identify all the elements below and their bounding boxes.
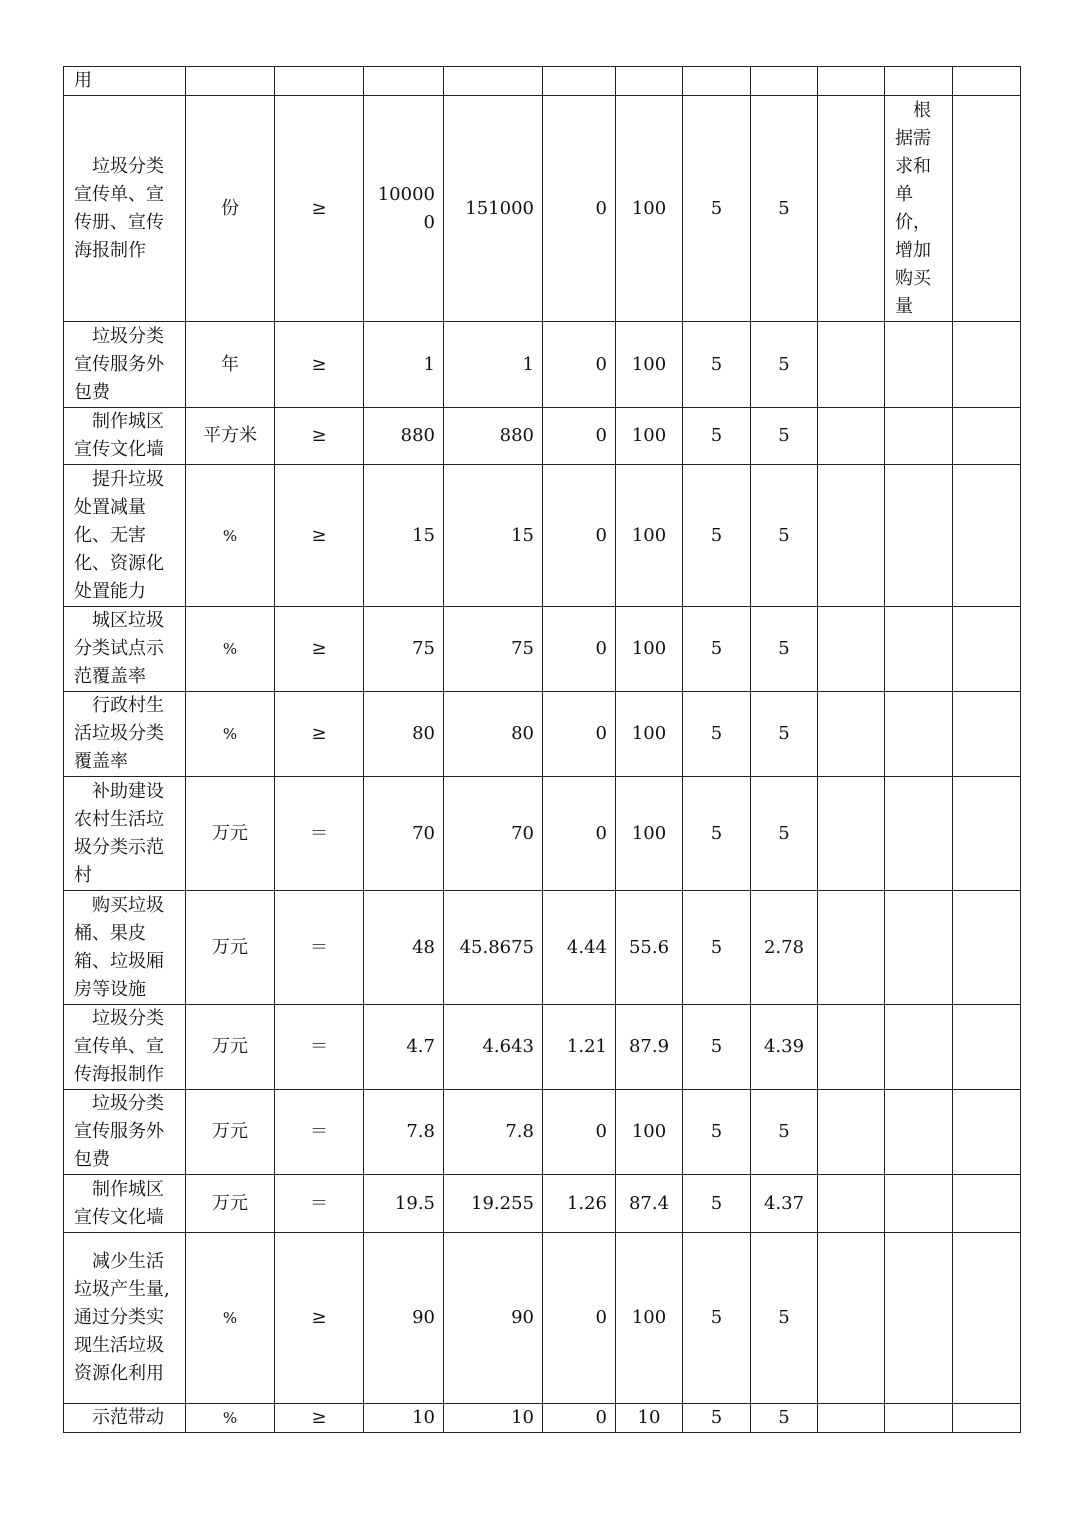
weight-cell: 5 bbox=[683, 1175, 751, 1233]
unit-cell: 份 bbox=[186, 96, 275, 322]
actual-value-cell: 75 bbox=[444, 607, 543, 692]
operator-cell: ≥ bbox=[275, 96, 364, 322]
target-value-cell: 75 bbox=[364, 607, 444, 692]
indicator-name-cell: 减少生活垃圾产生量,通过分类实现生活垃圾资源化利用 bbox=[64, 1233, 186, 1404]
empty-cell bbox=[953, 1175, 1021, 1233]
deviation-cell bbox=[543, 67, 616, 96]
indicator-name-cell: 提升垃圾处置减量化、无害化、资源化处置能力 bbox=[64, 465, 186, 607]
score-cell: 5 bbox=[751, 408, 818, 465]
unit-cell: 万元 bbox=[186, 1005, 275, 1090]
completion-rate-cell: 10 bbox=[616, 1404, 683, 1433]
empty-cell bbox=[953, 465, 1021, 607]
empty-cell bbox=[818, 67, 885, 96]
table-row bbox=[64, 1233, 1021, 1404]
score-cell: 5 bbox=[751, 322, 818, 408]
empty-cell bbox=[818, 1404, 885, 1433]
remark-cell bbox=[885, 67, 953, 96]
target-value-cell bbox=[364, 67, 444, 96]
remark-cell bbox=[885, 1090, 953, 1175]
score-cell: 2.78 bbox=[751, 891, 818, 1005]
table-row bbox=[64, 67, 1021, 96]
operator-cell: ≥ bbox=[275, 408, 364, 465]
operator-cell: ≥ bbox=[275, 607, 364, 692]
remark-cell bbox=[885, 1233, 953, 1404]
target-value-cell: 7.8 bbox=[364, 1090, 444, 1175]
actual-value-cell: 1 bbox=[444, 322, 543, 408]
indicator-name-cell: 垃圾分类宣传单、宣传册、宣传海报制作 bbox=[64, 96, 186, 322]
deviation-cell: 0 bbox=[543, 465, 616, 607]
target-value-cell: 19.5 bbox=[364, 1175, 444, 1233]
completion-rate-cell: 87.9 bbox=[616, 1005, 683, 1090]
actual-value-cell: 880 bbox=[444, 408, 543, 465]
weight-cell: 5 bbox=[683, 1005, 751, 1090]
remark-cell bbox=[885, 322, 953, 408]
empty-cell bbox=[818, 692, 885, 777]
actual-value-cell: 90 bbox=[444, 1233, 543, 1404]
table-row bbox=[64, 322, 1021, 408]
weight-cell: 5 bbox=[683, 1233, 751, 1404]
empty-cell bbox=[818, 1233, 885, 1404]
completion-rate-cell: 55.6 bbox=[616, 891, 683, 1005]
empty-cell bbox=[953, 1005, 1021, 1090]
target-value-cell: 90 bbox=[364, 1233, 444, 1404]
score-cell: 5 bbox=[751, 1090, 818, 1175]
operator-cell: ≥ bbox=[275, 322, 364, 408]
table-row bbox=[64, 465, 1021, 607]
operator-cell bbox=[275, 67, 364, 96]
table-row bbox=[64, 1404, 1021, 1433]
indicator-name-cell: 示范带动 bbox=[64, 1404, 186, 1433]
actual-value-cell: 4.643 bbox=[444, 1005, 543, 1090]
indicator-name-cell: 垃圾分类宣传服务外包费 bbox=[64, 322, 186, 408]
unit-cell: 年 bbox=[186, 322, 275, 408]
indicator-name-cell: 垃圾分类宣传服务外包费 bbox=[64, 1090, 186, 1175]
completion-rate-cell: 100 bbox=[616, 408, 683, 465]
weight-cell: 5 bbox=[683, 777, 751, 891]
table-row bbox=[64, 96, 1021, 322]
table-row bbox=[64, 607, 1021, 692]
performance-indicator-table bbox=[63, 66, 1021, 1433]
empty-cell bbox=[818, 1005, 885, 1090]
empty-cell bbox=[818, 465, 885, 607]
weight-cell: 5 bbox=[683, 692, 751, 777]
deviation-cell: 1.21 bbox=[543, 1005, 616, 1090]
weight-cell: 5 bbox=[683, 96, 751, 322]
unit-cell: 万元 bbox=[186, 1175, 275, 1233]
actual-value-cell: 70 bbox=[444, 777, 543, 891]
empty-cell bbox=[953, 408, 1021, 465]
indicator-name-cell: 制作城区宣传文化墙 bbox=[64, 1175, 186, 1233]
operator-cell: ≥ bbox=[275, 465, 364, 607]
unit-cell: 平方米 bbox=[186, 408, 275, 465]
completion-rate-cell: 100 bbox=[616, 1090, 683, 1175]
deviation-cell: 0 bbox=[543, 1404, 616, 1433]
target-value-cell: 10 bbox=[364, 1404, 444, 1433]
deviation-cell: 4.44 bbox=[543, 891, 616, 1005]
actual-value-cell: 45.8675 bbox=[444, 891, 543, 1005]
unit-cell: 万元 bbox=[186, 1090, 275, 1175]
deviation-cell: 0 bbox=[543, 1090, 616, 1175]
weight-cell: 5 bbox=[683, 408, 751, 465]
unit-cell: % bbox=[186, 1404, 275, 1433]
indicator-name-cell: 补助建设农村生活垃圾分类示范村 bbox=[64, 777, 186, 891]
unit-cell: % bbox=[186, 607, 275, 692]
table-row bbox=[64, 1090, 1021, 1175]
unit-cell: 万元 bbox=[186, 891, 275, 1005]
remark-cell bbox=[885, 777, 953, 891]
deviation-cell: 0 bbox=[543, 692, 616, 777]
actual-value-cell: 80 bbox=[444, 692, 543, 777]
score-cell bbox=[751, 67, 818, 96]
table-row bbox=[64, 1175, 1021, 1233]
score-cell: 5 bbox=[751, 465, 818, 607]
completion-rate-cell: 100 bbox=[616, 692, 683, 777]
completion-rate-cell: 100 bbox=[616, 96, 683, 322]
target-value-cell: 80 bbox=[364, 692, 444, 777]
empty-cell bbox=[953, 96, 1021, 322]
operator-cell: ＝ bbox=[275, 1090, 364, 1175]
unit-cell bbox=[186, 67, 275, 96]
target-value-cell: 100000 bbox=[364, 96, 444, 322]
operator-cell: ＝ bbox=[275, 777, 364, 891]
operator-cell: ＝ bbox=[275, 1175, 364, 1233]
empty-cell bbox=[818, 1090, 885, 1175]
empty-cell bbox=[818, 96, 885, 322]
table-row bbox=[64, 891, 1021, 1005]
unit-cell: 万元 bbox=[186, 777, 275, 891]
empty-cell bbox=[818, 777, 885, 891]
deviation-cell: 0 bbox=[543, 408, 616, 465]
deviation-cell: 0 bbox=[543, 322, 616, 408]
empty-cell bbox=[953, 692, 1021, 777]
remark-cell bbox=[885, 1005, 953, 1090]
actual-value-cell: 7.8 bbox=[444, 1090, 543, 1175]
unit-cell: % bbox=[186, 465, 275, 607]
remark-cell bbox=[885, 1175, 953, 1233]
operator-cell: ＝ bbox=[275, 891, 364, 1005]
empty-cell bbox=[953, 777, 1021, 891]
score-cell: 4.37 bbox=[751, 1175, 818, 1233]
indicator-name-cell: 行政村生活垃圾分类覆盖率 bbox=[64, 692, 186, 777]
target-value-cell: 4.7 bbox=[364, 1005, 444, 1090]
deviation-cell: 0 bbox=[543, 777, 616, 891]
score-cell: 5 bbox=[751, 692, 818, 777]
table-row bbox=[64, 777, 1021, 891]
score-cell: 5 bbox=[751, 1404, 818, 1433]
score-cell: 5 bbox=[751, 96, 818, 322]
target-value-cell: 1 bbox=[364, 322, 444, 408]
actual-value-cell bbox=[444, 67, 543, 96]
remark-cell bbox=[885, 692, 953, 777]
completion-rate-cell: 100 bbox=[616, 607, 683, 692]
unit-cell: % bbox=[186, 692, 275, 777]
table-row bbox=[64, 408, 1021, 465]
empty-cell bbox=[953, 1233, 1021, 1404]
empty-cell bbox=[953, 322, 1021, 408]
indicator-name-cell: 制作城区宣传文化墙 bbox=[64, 408, 186, 465]
empty-cell bbox=[953, 1090, 1021, 1175]
empty-cell bbox=[953, 607, 1021, 692]
deviation-cell: 0 bbox=[543, 96, 616, 322]
deviation-cell: 0 bbox=[543, 607, 616, 692]
weight-cell: 5 bbox=[683, 1090, 751, 1175]
actual-value-cell: 10 bbox=[444, 1404, 543, 1433]
weight-cell: 5 bbox=[683, 607, 751, 692]
indicator-name-cell: 垃圾分类宣传单、宣传海报制作 bbox=[64, 1005, 186, 1090]
completion-rate-cell: 100 bbox=[616, 322, 683, 408]
empty-cell bbox=[818, 408, 885, 465]
remark-cell bbox=[885, 891, 953, 1005]
empty-cell bbox=[818, 322, 885, 408]
empty-cell bbox=[953, 1404, 1021, 1433]
actual-value-cell: 15 bbox=[444, 465, 543, 607]
operator-cell: ≥ bbox=[275, 1233, 364, 1404]
target-value-cell: 15 bbox=[364, 465, 444, 607]
completion-rate-cell bbox=[616, 67, 683, 96]
score-cell: 5 bbox=[751, 777, 818, 891]
weight-cell: 5 bbox=[683, 1404, 751, 1433]
table-row bbox=[64, 1005, 1021, 1090]
deviation-cell: 0 bbox=[543, 1233, 616, 1404]
deviation-cell: 1.26 bbox=[543, 1175, 616, 1233]
target-value-cell: 880 bbox=[364, 408, 444, 465]
empty-cell bbox=[953, 67, 1021, 96]
completion-rate-cell: 100 bbox=[616, 777, 683, 891]
remark-cell: 根据需求和单价，增加购买量 bbox=[885, 96, 953, 322]
remark-cell bbox=[885, 607, 953, 692]
remark-cell bbox=[885, 1404, 953, 1433]
unit-cell: % bbox=[186, 1233, 275, 1404]
actual-value-cell: 151000 bbox=[444, 96, 543, 322]
empty-cell bbox=[953, 891, 1021, 1005]
table-row bbox=[64, 692, 1021, 777]
completion-rate-cell: 100 bbox=[616, 465, 683, 607]
score-cell: 4.39 bbox=[751, 1005, 818, 1090]
weight-cell bbox=[683, 67, 751, 96]
indicator-name-cell: 购买垃圾桶、果皮箱、垃圾厢房等设施 bbox=[64, 891, 186, 1005]
weight-cell: 5 bbox=[683, 322, 751, 408]
operator-cell: ≥ bbox=[275, 1404, 364, 1433]
operator-cell: ＝ bbox=[275, 1005, 364, 1090]
indicator-name-cell: 城区垃圾分类试点示范覆盖率 bbox=[64, 607, 186, 692]
indicator-name-cell: 用 bbox=[64, 67, 186, 96]
operator-cell: ≥ bbox=[275, 692, 364, 777]
weight-cell: 5 bbox=[683, 891, 751, 1005]
target-value-cell: 48 bbox=[364, 891, 444, 1005]
empty-cell bbox=[818, 607, 885, 692]
completion-rate-cell: 100 bbox=[616, 1233, 683, 1404]
score-cell: 5 bbox=[751, 1233, 818, 1404]
empty-cell bbox=[818, 1175, 885, 1233]
empty-cell bbox=[818, 891, 885, 1005]
target-value-cell: 70 bbox=[364, 777, 444, 891]
weight-cell: 5 bbox=[683, 465, 751, 607]
actual-value-cell: 19.255 bbox=[444, 1175, 543, 1233]
remark-cell bbox=[885, 465, 953, 607]
remark-cell bbox=[885, 408, 953, 465]
score-cell: 5 bbox=[751, 607, 818, 692]
completion-rate-cell: 87.4 bbox=[616, 1175, 683, 1233]
